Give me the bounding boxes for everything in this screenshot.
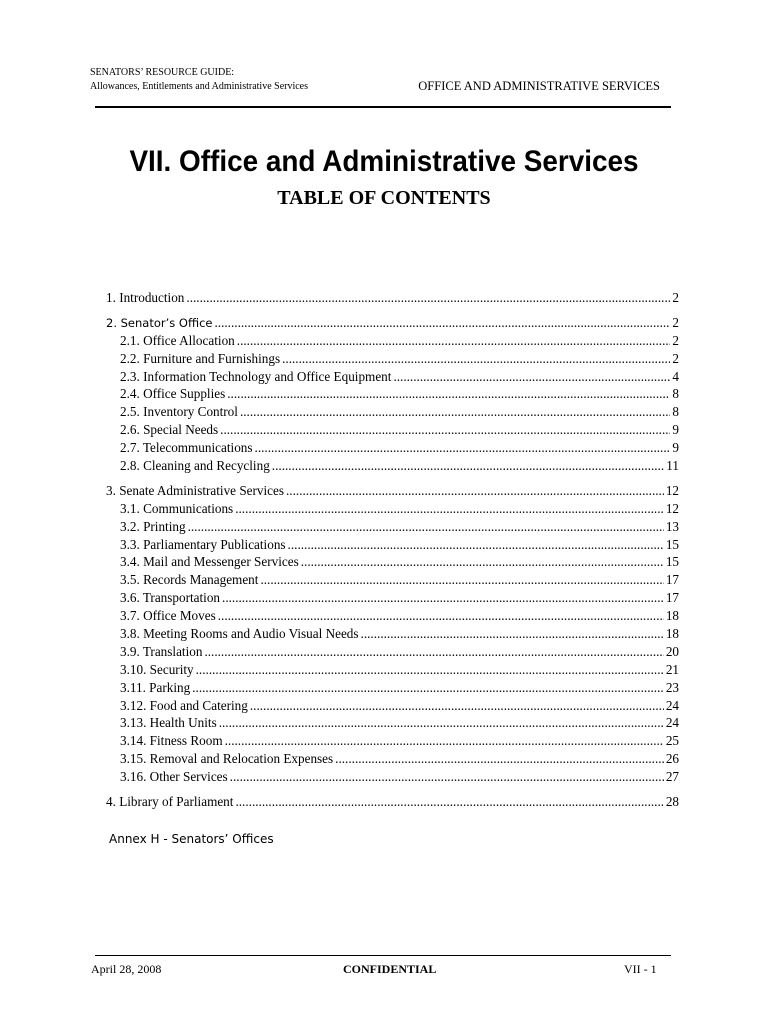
toc-entry-page: 23 [665, 679, 679, 695]
toc-entry-page: 15 [665, 554, 679, 570]
header-divider [95, 106, 671, 108]
toc-entry-page: 13 [665, 518, 679, 534]
toc-entry-label: 2.7. Telecommunications [120, 440, 253, 456]
toc-entry[interactable] [106, 590, 679, 608]
toc-entry-page: 12 [665, 500, 679, 516]
toc-entry[interactable] [106, 422, 679, 440]
toc-entry-page: 17 [665, 572, 679, 588]
toc-entry-label: 3.9. Translation [120, 643, 203, 659]
toc-leader-dots [240, 404, 670, 420]
toc-entry-label: 2.1. Office Allocation [120, 332, 235, 348]
toc-entry[interactable] [106, 537, 679, 555]
toc-entry[interactable] [106, 519, 679, 537]
toc-leader-dots [188, 519, 664, 535]
toc-leader-dots [255, 440, 671, 456]
toc-entry[interactable] [106, 751, 679, 769]
toc-leader-dots [222, 590, 664, 606]
toc-entry-page: 18 [665, 608, 679, 624]
toc-entry-page: 26 [665, 751, 679, 767]
toc-entry-label: 3.3. Parliamentary Publications [120, 536, 286, 552]
toc-entry[interactable] [106, 501, 679, 519]
toc-leader-dots [235, 794, 663, 810]
toc-leader-dots [286, 483, 664, 499]
table-of-contents [106, 290, 679, 812]
toc-entry-label: 3.15. Removal and Relocation Expenses [120, 751, 334, 767]
toc-entry[interactable] [106, 351, 679, 369]
toc-entry-page: 18 [665, 626, 679, 642]
footer-divider [95, 955, 671, 956]
toc-entry-label: 3.1. Communications [120, 500, 234, 516]
footer-classification: CONFIDENTIAL [343, 962, 437, 976]
toc-leader-dots [230, 769, 664, 785]
toc-entry-label: 3.6. Transportation [120, 590, 221, 606]
toc-entry-page: 2 [672, 314, 679, 330]
toc-entry-page: 8 [672, 386, 679, 402]
toc-entry-page: 8 [672, 404, 679, 420]
annex-link[interactable]: Annex H - Senators’ Offices [109, 832, 274, 846]
toc-entry[interactable] [106, 458, 679, 476]
toc-leader-dots [250, 698, 664, 714]
toc-entry[interactable] [106, 794, 679, 812]
toc-entry[interactable] [106, 483, 679, 501]
toc-entry[interactable] [106, 698, 679, 716]
toc-entry[interactable] [106, 626, 679, 644]
toc-entry[interactable] [106, 680, 679, 698]
toc-leader-dots [288, 537, 664, 553]
toc-leader-dots [225, 733, 664, 749]
toc-entry-label: 2.4. Office Supplies [120, 386, 226, 402]
toc-leader-dots [204, 644, 663, 660]
toc-entry-label: 1. Introduction [106, 290, 185, 305]
toc-entry[interactable] [106, 333, 679, 351]
toc-entry-page: 15 [665, 536, 679, 552]
toc-leader-dots [220, 422, 670, 438]
toc-entry-page: 9 [672, 440, 679, 456]
toc-entry-label: 3.14. Fitness Room [120, 733, 223, 749]
toc-entry-page: 11 [666, 458, 679, 474]
toc-leader-dots [214, 315, 670, 331]
toc-entry-page: 12 [665, 482, 679, 498]
toc-leader-dots [301, 554, 664, 570]
toc-leader-dots [237, 333, 671, 349]
toc-entry-page: 2 [672, 350, 679, 366]
toc-entry-page: 21 [665, 661, 679, 677]
toc-entry-label: 2.2. Furniture and Furnishings [120, 350, 281, 366]
toc-entry[interactable] [106, 769, 679, 787]
toc-leader-dots [235, 501, 664, 517]
toc-entry-label: 3.7. Office Moves [120, 608, 216, 624]
toc-entry-label: 3.11. Parking [120, 679, 191, 695]
toc-entry-label: 3.12. Food and Catering [120, 697, 248, 713]
toc-leader-dots [272, 458, 665, 474]
toc-leader-dots [282, 351, 670, 367]
page-title: VII. Office and Administrative Services [129, 145, 639, 178]
toc-entry[interactable] [106, 315, 679, 333]
toc-entry-page: 27 [665, 769, 679, 785]
toc-entry-page: 2 [672, 332, 679, 348]
header-section-name: OFFICE AND ADMINISTRATIVE SERVICES [418, 79, 660, 93]
toc-entry-label: 3. Senate Administrative Services [106, 482, 284, 498]
toc-entry-label: 3.13. Health Units [120, 715, 217, 731]
toc-entry-page: 2 [672, 290, 679, 305]
footer-page-number: VII - 1 [624, 962, 657, 976]
toc-entry-label: 3.2. Printing [120, 518, 186, 534]
toc-entry[interactable] [106, 369, 679, 387]
toc-entry-page: 24 [665, 715, 679, 731]
toc-entry-label: 3.8. Meeting Rooms and Audio Visual Needs [120, 626, 359, 642]
toc-entry-label: 2.5. Inventory Control [120, 404, 238, 420]
header-guide-block [90, 66, 308, 94]
toc-leader-dots [186, 290, 670, 306]
toc-entry-page: 4 [672, 368, 679, 384]
toc-leader-dots [393, 369, 670, 385]
footer-date: April 28, 2008 [91, 962, 162, 976]
toc-leader-dots [335, 751, 664, 767]
header-guide-title: SENATORS’ RESOURCE GUIDE: [90, 67, 235, 78]
toc-entry-label: 3.5. Records Management [120, 572, 259, 588]
toc-entry-page: 17 [665, 590, 679, 606]
toc-entry-page: 9 [672, 422, 679, 438]
toc-entry[interactable] [106, 608, 679, 626]
page-header [90, 66, 660, 98]
toc-entry-page: 24 [665, 697, 679, 713]
toc-leader-dots [192, 680, 664, 696]
toc-entry[interactable] [106, 715, 679, 733]
toc-entry-page: 20 [665, 643, 679, 659]
toc-entry-label: 2. Senator’s Office [106, 315, 213, 330]
toc-entry[interactable] [106, 290, 679, 308]
toc-leader-dots [227, 386, 670, 402]
toc-entry[interactable] [106, 733, 679, 751]
toc-entry[interactable] [106, 386, 679, 404]
toc-entry-label: 2.3. Information Technology and Office Equipment [120, 368, 392, 384]
toc-entry-label: 2.8. Cleaning and Recycling [120, 458, 270, 474]
toc-entry[interactable] [106, 554, 679, 572]
toc-entry[interactable] [106, 440, 679, 458]
toc-leader-dots [361, 626, 664, 642]
toc-heading: TABLE OF CONTENTS [277, 187, 491, 209]
toc-entry-page: 28 [665, 794, 679, 810]
toc-entry-label: 2.6. Special Needs [120, 422, 219, 438]
toc-entry-label: 3.10. Security [120, 661, 194, 677]
toc-entry[interactable] [106, 404, 679, 422]
toc-entry[interactable] [106, 572, 679, 590]
toc-entry[interactable] [106, 662, 679, 680]
toc-leader-dots [196, 662, 664, 678]
toc-entry[interactable] [106, 644, 679, 662]
header-guide-subtitle: Allowances, Entitlements and Administrative Services [90, 81, 309, 92]
toc-entry-label: 4. Library of Parliament [106, 794, 234, 810]
toc-entry-label: 3.4. Mail and Messenger Services [120, 554, 299, 570]
toc-leader-dots [218, 608, 664, 624]
toc-leader-dots [260, 572, 663, 588]
toc-entry-page: 25 [665, 733, 679, 749]
toc-entry-label: 3.16. Other Services [120, 769, 228, 785]
toc-leader-dots [219, 715, 664, 731]
